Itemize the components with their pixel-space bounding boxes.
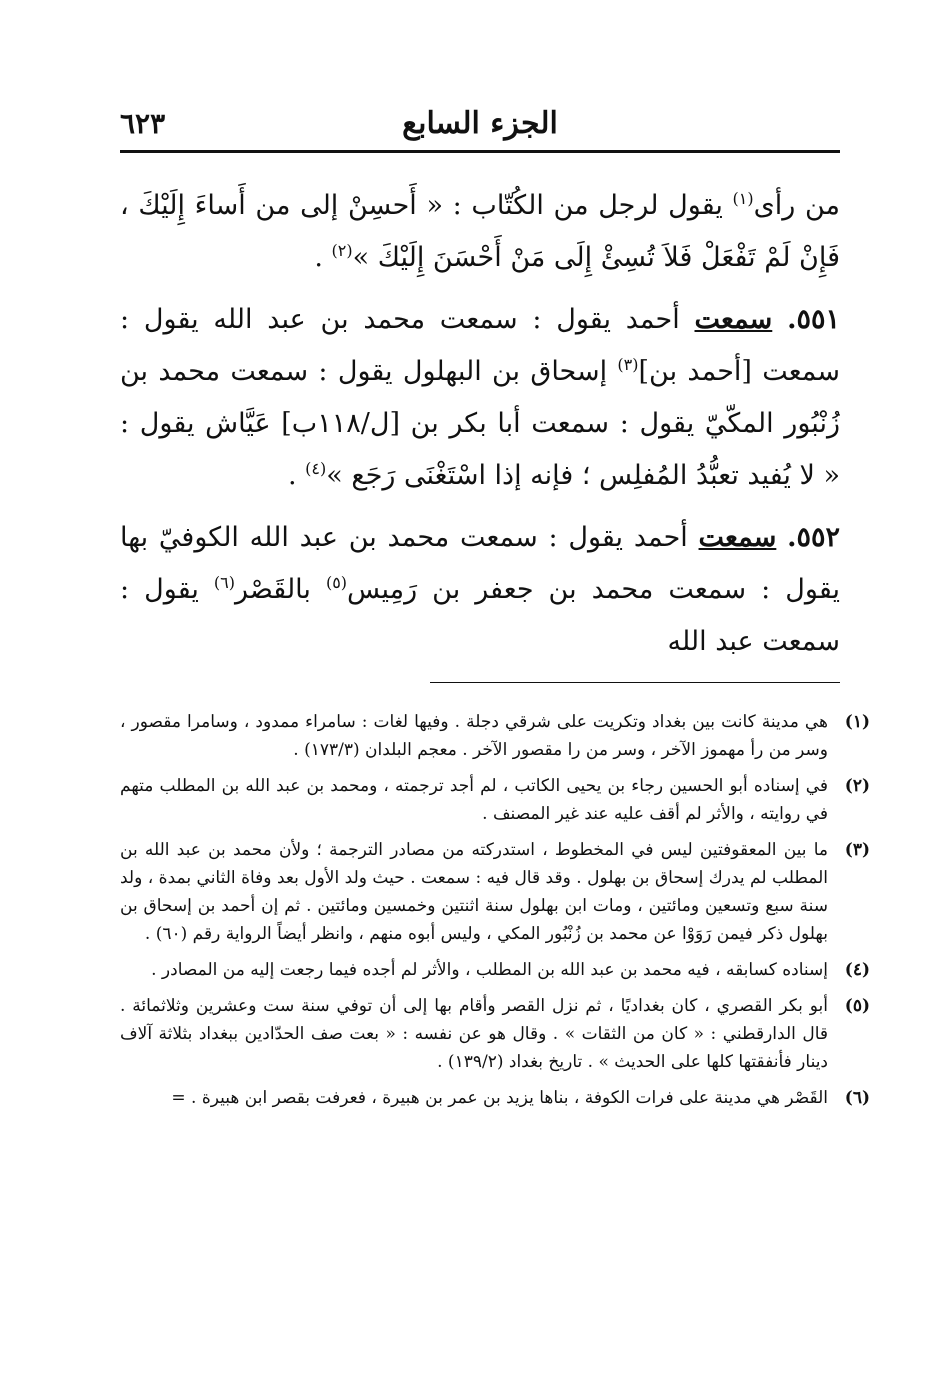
footnote-number: (٦)	[844, 1088, 870, 1108]
footnote-ref-1: (١)	[732, 189, 754, 208]
footnote-ref-5: (٥)	[325, 573, 348, 592]
text-run: أحمد يقول : سمعت محمد بن عبد الله الكوفيّ بها يقول : سمعت محمد بن جعفر بن رَمِيس	[120, 522, 840, 605]
header-rule	[120, 150, 840, 153]
running-title: الجزء السابع	[402, 106, 558, 141]
narration-label: سمعت	[694, 304, 773, 335]
footnote-number: (٤)	[844, 960, 870, 980]
text-run: إسحاق بن البهلول يقول : سمعت محمد بن زُنْبُور المكّيّ يقول : سمعت أبا بكر بن [ل/١١٨ب] عَيَّاش يقول : « لا يُفيد تعبُّدُ المُفلِس ؛ فإنه إذا اسْتَغْنَى رَجَع »	[120, 356, 840, 491]
hadith-number: ٥٥٢.	[787, 522, 840, 553]
main-text	[120, 180, 840, 678]
footnote-5	[120, 992, 870, 1076]
footnote-ref-4: (٤)	[305, 459, 327, 478]
paragraph-continuation	[120, 180, 840, 284]
footnote-separator	[430, 682, 840, 683]
text-run: يقول : سمعت عبد الله	[120, 574, 840, 657]
footnotes	[120, 708, 870, 1120]
page-number: ٦٢٣	[120, 107, 166, 140]
hadith-number: ٥٥١.	[787, 304, 840, 335]
footnote-6	[120, 1084, 870, 1112]
text-run: أحمد يقول : سمعت محمد بن عبد الله يقول : سمعت [أحمد بن]	[120, 304, 840, 387]
hadith-552	[120, 512, 840, 668]
footnote-ref-6: (٦)	[213, 573, 235, 592]
footnote-text: إسناده كسابقه ، فيه محمد بن عبد الله بن المطلب ، والأثر لم أجده فيما رجعت إليه من المصادر .	[151, 960, 828, 980]
footnote-4	[120, 956, 870, 984]
footnote-text: ما بين المعقوفتين ليس في المخطوط ، استدركته من مصادر الترجمة ؛ ولأن محمد بن عبد الله بن المطلب لم يدرك إسحاق بن بهلول . وقد قال فيه : سمعت . حيث ولد الأول بعد وفاة الثاني بمدة ، ولد سنة سبع وتسعين ومائتين ، ومات ابن بهلول سنة اثنتين وخمسين ومائتين . ثم إن أحمد بن إسحاق بن بهلول ذكر فيمن رَوَوْا عن محمد بن زُنْبُور المكي ، وليس أبوه منهم ، وانظر أيضاً الرواية رقم (٦٠) .	[120, 840, 828, 944]
text-run: من رأى	[753, 190, 840, 221]
footnote-text: القَصْر هي مدينة على فرات الكوفة ، بناها يزيد بن عمر بن هبيرة ، فعرفت بقصر ابن هبيرة . =	[171, 1088, 828, 1108]
footnote-3	[120, 836, 870, 948]
footnote-text: أبو بكر القصري ، كان بغداديًا ، ثم نزل القصر وأقام بها إلى أن توفي سنة ست وعشرين وثلاثمائة . قال الدارقطني : « كان من الثقات » . وقال هو عن نفسه : « بعت صف الحدّادين ببغداد بثلاثة آلاف دينار فأنفقتها كلها على الحديث » . تاريخ بغداد (١٣٩/٢) .	[120, 996, 828, 1072]
text-run: يقول لرجل من الكُتّاب : « أَحسِنْ إلى من أَساءَ إِلَيْكَ ، فَإِنْ لَمْ تَفْعَلْ فَلاَ تُسِئْ إِلَى مَنْ أَحْسَنَ إِلَيْكَ »	[120, 190, 840, 273]
narration-label: سمعت	[698, 522, 777, 553]
footnote-number: (٣)	[844, 840, 870, 860]
text-run: .	[287, 460, 306, 491]
footnote-ref-2: (٢)	[331, 241, 353, 260]
footnote-number: (٥)	[844, 996, 870, 1016]
footnote-1	[120, 708, 870, 764]
page-header	[120, 104, 840, 164]
footnote-number: (١)	[844, 712, 870, 732]
text-run: بالقَصْر	[234, 574, 326, 605]
footnote-text: في إسناده أبو الحسين رجاء بن يحيى الكاتب ، لم أجد ترجمته ، ومحمد بن عبد الله بن المطلب متهم في روايته ، والأثر لم أقف عليه عند غير المصنف .	[120, 776, 828, 824]
footnote-number: (٢)	[844, 776, 870, 796]
footnote-text: هي مدينة كانت بين بغداد وتكريت على شرقي دجلة . وفيها لغات : سامراء ممدود ، وسامرا مقصور ، وسر من رأ مهموز الآخر ، وسر من را مقصور الآخر . معجم البلدان (١٧٣/٣) .	[120, 712, 828, 760]
footnote-ref-3: (٣)	[617, 355, 639, 374]
footnote-2	[120, 772, 870, 828]
text-run: .	[314, 242, 332, 273]
hadith-551	[120, 294, 840, 502]
